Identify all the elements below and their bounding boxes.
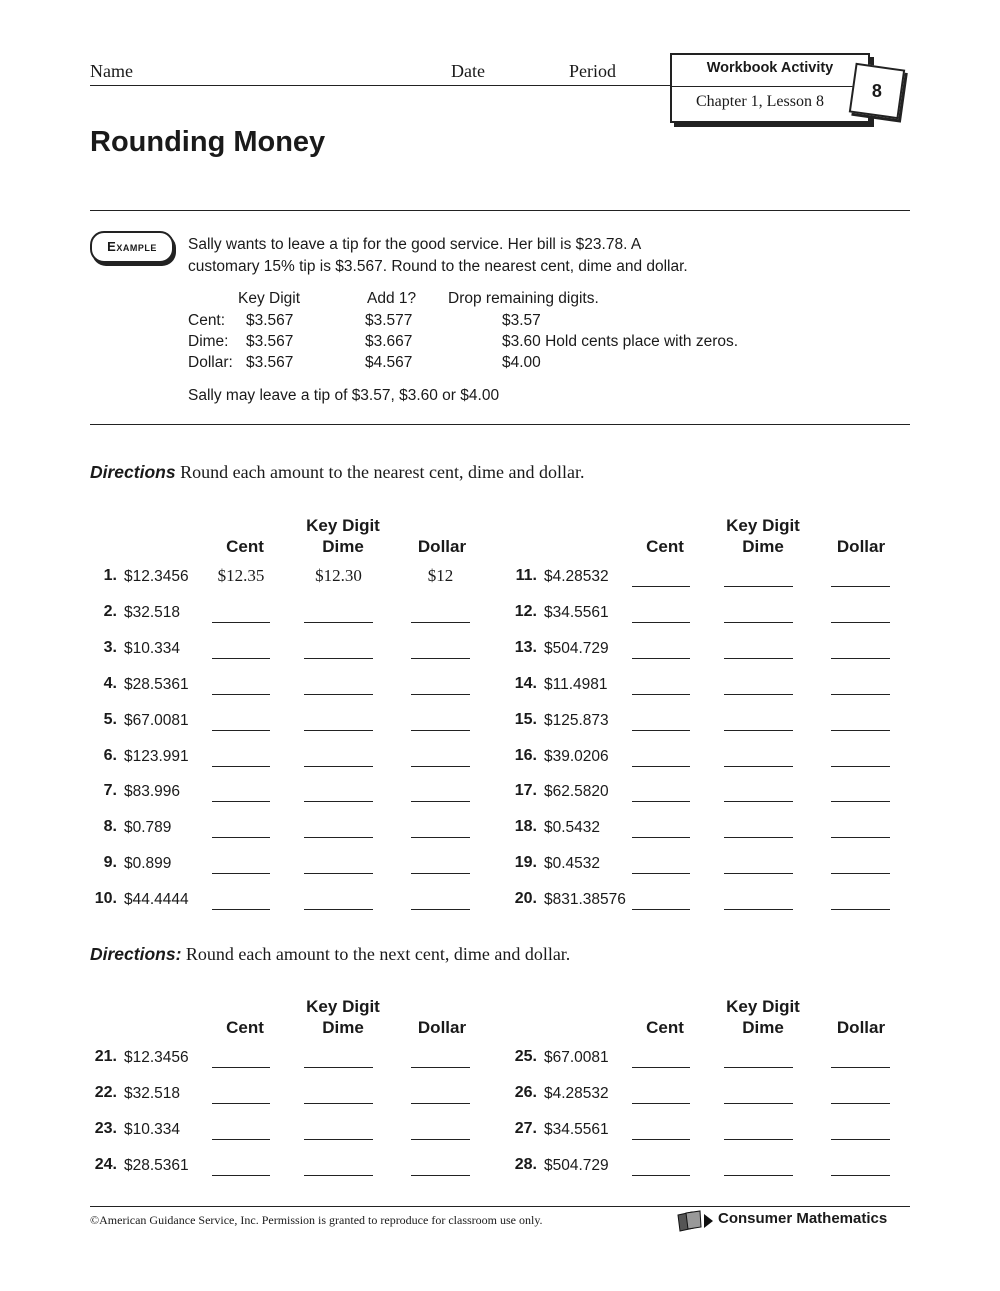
answer-blank-dollar[interactable] [411,909,470,910]
answer-blank-dollar[interactable] [411,622,470,623]
problem-number: 22. [94,1084,117,1101]
answer-blank-cent[interactable] [212,873,270,874]
problem-amount: $831.38576 [544,891,626,909]
answer-blank-cent[interactable] [212,1067,270,1068]
answer-blank-dollar[interactable] [831,730,890,731]
problem-amount: $39.0206 [544,747,609,765]
dime-header: Dime [742,1018,784,1037]
example-col-key: Key Digit [238,290,301,307]
answer-blank-dollar[interactable] [411,766,470,767]
example-row-label: Dime: [188,333,229,350]
example-summary: Sally may leave a tip of $3.57, $3.60 or $4.00 [188,387,500,404]
problem-number: 28. [514,1156,537,1173]
problem-amount: $12.3456 [124,568,189,585]
problem-amount: $0.789 [124,819,172,837]
problem-amount: $10.334 [124,1121,181,1138]
problem-number: 1. [103,567,117,584]
problem-number: 14. [514,674,537,692]
cent-header: Cent [646,1018,684,1037]
answer-dollar: $12 [427,566,454,585]
answer-blank-dollar[interactable] [831,1103,890,1104]
example-badge-label: Example [107,239,157,254]
dime-header: Dime [742,537,784,556]
book-icon [676,1210,714,1237]
dollar-header: Dollar [836,1018,886,1037]
answer-dime: $12.30 [315,566,362,585]
answer-blank-cent[interactable] [632,658,690,659]
activity-divider [672,86,868,87]
answer-blank-dime[interactable] [724,730,793,731]
answer-blank-cent[interactable] [632,766,690,767]
footer-rule [90,1206,910,1207]
problem-number: 19. [514,854,537,872]
example-text-line1: Sally wants to leave a tip for the good service. Her bill is $23.78. A [188,236,642,253]
problem-amount: $28.5361 [124,1157,189,1174]
problem-number: 6. [103,746,117,764]
example-row-key: $3.567 [246,354,294,371]
answer-blank-dime[interactable] [304,909,373,910]
answer-blank-cent[interactable] [212,801,270,802]
cent-header: Cent [226,537,264,556]
problem-number: 10. [94,890,117,908]
answer-blank-dime[interactable] [304,1139,373,1140]
problem-amount: $4.28532 [544,1085,609,1102]
answer-blank-cent[interactable] [632,873,690,874]
answer-blank-cent[interactable] [632,1175,690,1176]
answer-blank-dollar[interactable] [831,694,890,695]
answer-blank-dime[interactable] [724,909,793,910]
problem-amount: $0.5432 [544,819,601,837]
problem-amount: $125.873 [544,711,609,729]
answer-blank-dollar[interactable] [831,1139,890,1140]
problem-amount: $12.3456 [124,1049,189,1066]
date-label: Date [451,61,485,81]
problem-amount: $0.899 [124,855,172,873]
problem-amount: $32.518 [124,603,181,621]
answer-blank-dollar[interactable] [411,1103,470,1104]
problem-number: 17. [514,782,537,800]
cent-header: Cent [646,537,684,556]
answer-cent: $12.35 [217,566,265,585]
example-col-add: Add 1? [367,290,417,307]
answer-blank-dime[interactable] [304,1067,373,1068]
directions-2-text: Round each amount to the next cent, dime and dollar. [185,944,571,964]
directions-1-label: Directions [90,462,176,482]
answer-blank-dime[interactable] [724,1175,793,1176]
answer-blank-cent[interactable] [632,837,690,838]
answer-blank-dollar[interactable] [411,801,470,802]
answer-blank-dime[interactable] [724,801,793,802]
problem-number: 23. [94,1120,117,1137]
answer-blank-dollar[interactable] [831,1067,890,1068]
problem-amount: $83.996 [124,783,181,801]
answer-blank-dollar[interactable] [411,1175,470,1176]
directions-2 [90,944,570,965]
answer-blank-cent[interactable] [632,730,690,731]
example-col-drop: Drop remaining digits. [448,290,599,307]
example-row-label: Cent: [188,312,226,329]
example-text-line2: customary 15% tip is $3.567. Round to the nearest cent, dime and dollar. [188,258,688,275]
directions-2-label: Directions: [90,944,182,964]
answer-blank-cent[interactable] [632,1067,690,1068]
brand-label: Consumer Mathematics [718,1210,888,1227]
answer-blank-cent[interactable] [632,694,690,695]
answer-blank-dollar[interactable] [411,694,470,695]
answer-blank-dime[interactable] [724,694,793,695]
answer-blank-cent[interactable] [632,801,690,802]
answer-blank-dime[interactable] [724,837,793,838]
answer-blank-dollar[interactable] [831,837,890,838]
problem-number: 4. [103,674,117,692]
example-row-key: $3.567 [246,333,294,350]
dime-header: Dime [322,537,364,556]
activity-number-badge [849,63,905,119]
problem-amount: $67.0081 [124,711,189,729]
answer-blank-dollar[interactable] [831,622,890,623]
answer-blank-cent[interactable] [212,1103,270,1104]
problem-number: 9. [103,854,117,872]
answer-blank-cent[interactable] [212,730,270,731]
answer-blank-dollar[interactable] [831,1175,890,1176]
name-label: Name [90,61,133,81]
key-digit-header: Key Digit [306,516,380,535]
answer-blank-dime[interactable] [304,837,373,838]
problem-number: 7. [103,782,117,800]
dollar-header: Dollar [836,537,886,556]
answer-blank-dollar[interactable] [411,658,470,659]
problem-number: 25. [514,1048,537,1065]
answer-blank-dime[interactable] [304,730,373,731]
example-row-add: $4.567 [365,354,413,371]
answer-blank-cent[interactable] [212,1175,270,1176]
example-top-rule [90,210,910,211]
example-row-add: $3.577 [365,312,413,329]
problem-number: 26. [514,1084,537,1101]
example-badge [90,231,174,263]
answer-blank-dollar[interactable] [411,730,470,731]
problem-amount: $62.5820 [544,783,609,801]
page-title: Rounding Money [90,126,326,158]
answer-blank-dime[interactable] [724,1067,793,1068]
problem-amount: $4.28532 [544,568,609,585]
answer-blank-dime[interactable] [724,658,793,659]
dime-header: Dime [322,1018,364,1037]
answer-blank-dime[interactable] [304,1175,373,1176]
problem-amount: $11.4981 [544,675,608,693]
answer-blank-dime[interactable] [304,622,373,623]
answer-blank-dollar[interactable] [831,873,890,874]
answer-blank-dime[interactable] [724,766,793,767]
problem-amount: $44.4444 [124,891,189,909]
directions-1 [90,462,584,483]
answer-blank-cent[interactable] [212,766,270,767]
answer-blank-dime[interactable] [724,622,793,623]
workbook-activity-box [670,53,870,123]
answer-blank-dollar[interactable] [831,909,890,910]
answer-blank-dollar[interactable] [831,801,890,802]
answer-blank-cent[interactable] [632,1103,690,1104]
answer-blank-cent[interactable] [212,658,270,659]
problem-amount: $67.0081 [544,1049,609,1066]
problem-number: 11. [515,567,537,584]
answer-blank-dollar[interactable] [411,873,470,874]
problem-number: 21. [94,1048,117,1065]
problem-number: 18. [514,818,537,836]
example-row-label: Dollar: [188,354,233,371]
answer-blank-dime[interactable] [304,1103,373,1104]
answer-blank-dime[interactable] [304,801,373,802]
answer-blank-dime[interactable] [724,1139,793,1140]
problem-number: 13. [514,638,537,656]
key-digit-header: Key Digit [306,997,380,1016]
directions-1-text: Round each amount to the nearest cent, dime and dollar. [180,462,585,482]
example-bottom-rule [90,424,910,425]
example-row-drop: $4.00 [502,354,541,371]
problem-amount: $32.518 [124,1085,181,1102]
cent-header: Cent [226,1018,264,1037]
answer-blank-dime[interactable] [304,766,373,767]
problem-number: 12. [514,602,537,620]
problem-amount: $28.5361 [124,675,189,693]
answer-blank-cent[interactable] [212,622,270,623]
example-row-add: $3.667 [365,333,413,350]
problem-number: 2. [103,602,117,620]
problem-amount: $0.4532 [544,855,601,873]
problem-number: 8. [103,818,117,836]
answer-blank-dime[interactable] [724,586,793,587]
answer-blank-cent[interactable] [632,622,690,623]
problem-amount: $34.5561 [544,1121,609,1138]
copyright-notice: ©American Guidance Service, Inc. Permission is granted to reproduce for classroom use only. [90,1213,543,1227]
answer-blank-dollar[interactable] [411,1139,470,1140]
answer-blank-cent[interactable] [212,694,270,695]
problem-amount: $504.729 [544,639,609,657]
problem-amount: $10.334 [124,639,181,657]
answer-blank-dollar[interactable] [831,658,890,659]
problem-number: 16. [514,746,537,764]
problem-amount: $504.729 [544,1157,609,1174]
key-digit-header: Key Digit [726,997,800,1016]
answer-blank-cent[interactable] [212,1139,270,1140]
activity-title: Workbook Activity [706,60,834,76]
problem-number: 15. [514,710,537,728]
period-label: Period [569,61,616,81]
problem-number: 24. [94,1156,117,1173]
answer-blank-cent[interactable] [212,837,270,838]
answer-blank-dollar[interactable] [831,766,890,767]
answer-blank-dime[interactable] [304,873,373,874]
answer-blank-dime[interactable] [304,658,373,659]
answer-blank-dime[interactable] [304,694,373,695]
activity-number: 8 [871,80,883,101]
header-rule [90,85,670,86]
example-row-key: $3.567 [246,312,294,329]
problem-amount: $123.991 [124,747,189,765]
answer-blank-cent[interactable] [632,586,690,587]
key-digit-header: Key Digit [726,516,800,535]
answer-blank-dollar[interactable] [411,837,470,838]
answer-blank-dollar[interactable] [831,586,890,587]
example-row-drop: $3.60 Hold cents place with zeros. [502,333,739,350]
answer-blank-cent[interactable] [212,909,270,910]
problem-number: 3. [103,638,117,656]
problem-number: 5. [103,710,117,728]
answer-blank-dime[interactable] [724,873,793,874]
answer-blank-cent[interactable] [632,1139,690,1140]
answer-blank-dime[interactable] [724,1103,793,1104]
chapter-label: Chapter 1, Lesson 8 [696,93,824,110]
dollar-header: Dollar [417,1018,467,1037]
problem-number: 27. [514,1120,537,1137]
answer-blank-dollar[interactable] [411,1067,470,1068]
example-row-drop: $3.57 [502,312,541,329]
answer-blank-cent[interactable] [632,909,690,910]
dollar-header: Dollar [417,537,467,556]
problem-amount: $34.5561 [544,603,609,621]
problem-number: 20. [514,890,537,908]
